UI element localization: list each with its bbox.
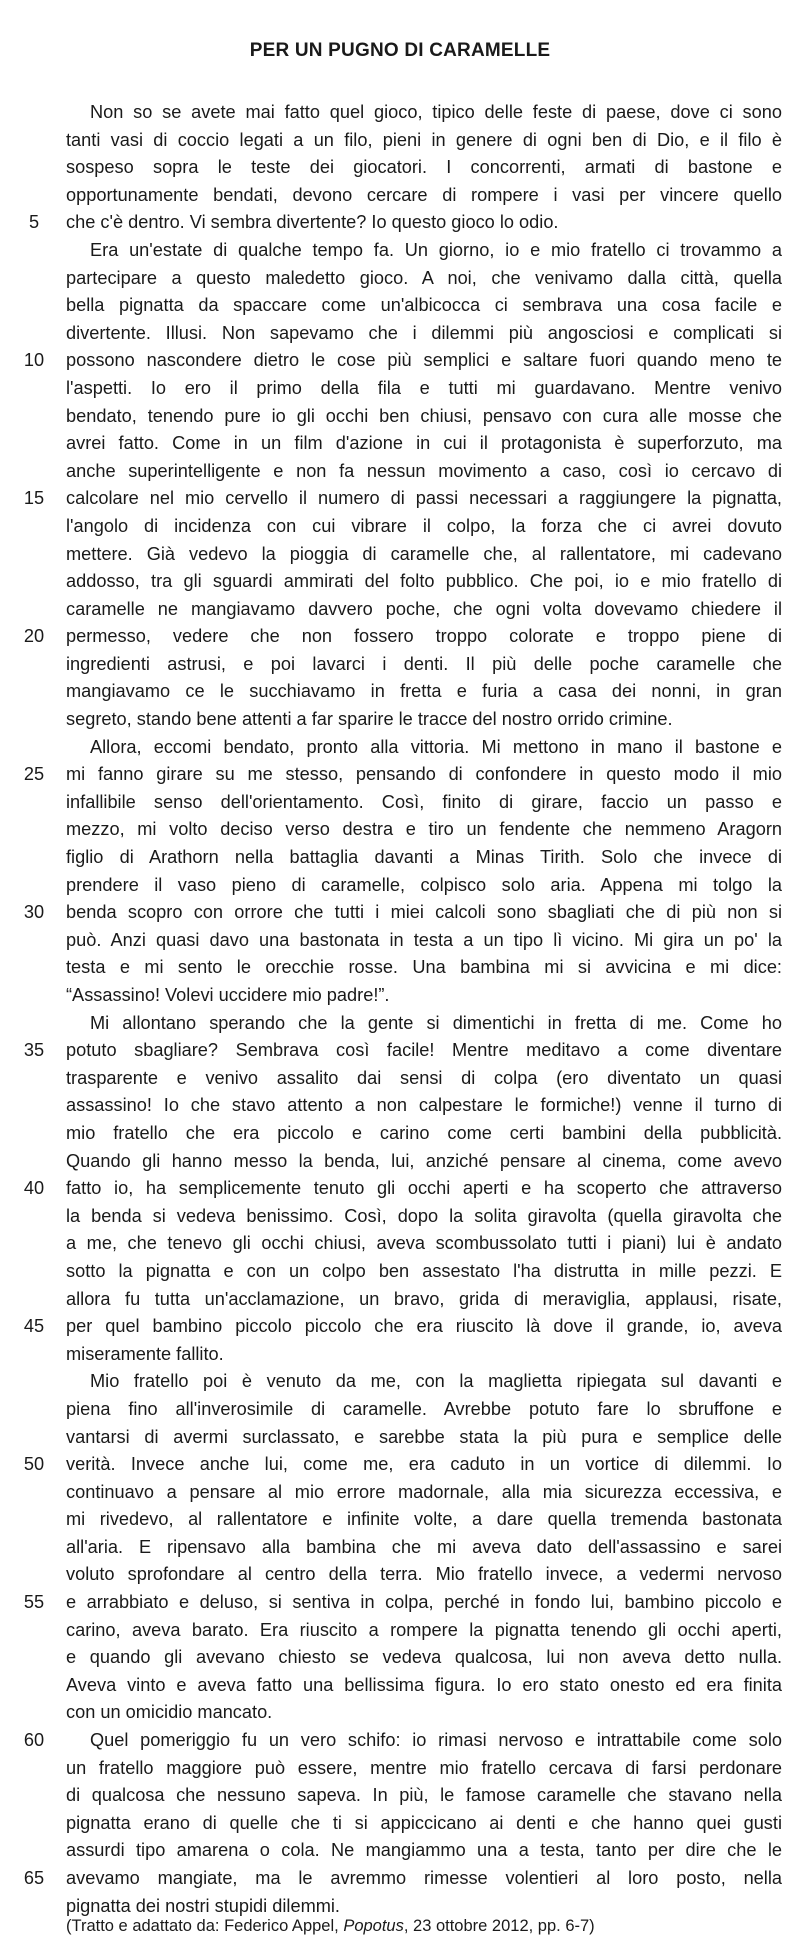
text-line: bendato, tenendo pure io gli occhi ben chiusi, pensavo con cura alle mosse che [66,405,782,426]
text-line: pignatta erano di quelle che ti si appiccicano ai denti e che hanno quei gusti [66,1812,782,1833]
text-line: verità. Invece anche lui, come me, era caduto in un vortice di dilemmi. Io [66,1454,782,1475]
line-number: 45 [23,1316,45,1337]
line-number: 30 [23,902,45,923]
text-line: calcolare nel mio cervello il numero di passi necessari a raggiungere la pignatta, [66,488,782,509]
text-line: allora fu tutta un'acclamazione, un bravo, grida di meraviglia, applausi, risate, [66,1288,782,1309]
story-body [66,99,782,1920]
line-number: 35 [23,1040,45,1061]
document-title: PER UN PUGNO DI CARAMELLE [249,40,551,61]
text-line: tanti vasi di coccio legati a un filo, pieni in genere di ogni ben di Dio, e il filo è [66,129,782,150]
text-line: anche superintelligente e non fa nessun movimento a caso, così io cercavo di [66,460,782,481]
text-line: fatto io, ha semplicemente tenuto gli occhi aperti e ha scoperto che attraverso [66,1178,782,1199]
text-line: caramelle ne mangiavamo davvero poche, che ogni volta dovevamo chiedere il [66,598,782,619]
line-number: 20 [23,626,45,647]
line-number: 65 [23,1868,45,1889]
text-line: benda scopro con orrore che tutti i miei calcoli sono sbagliati che di più non si [66,902,782,923]
text-line: all'aria. E ripensavo alla bambina che mi aveva dato dell'assassino e sarei [66,1536,782,1557]
text-line: mi rivedevo, al rallentatore e infinite volte, a dare quella tremenda bastonata [66,1509,782,1530]
text-line: l'aspetti. Io ero il primo della fila e tutti mi guardavano. Mentre venivo [66,377,782,398]
line-number: 10 [23,350,45,371]
text-line: infallibile senso dell'orientamento. Così, finito di girare, faccio un passo e [66,791,782,812]
text-line: Quel pomeriggio fu un vero schifo: io rimasi nervoso e intrattabile come solo [90,1730,782,1751]
text-line: Quando gli hanno messo la benda, lui, anziché pensare al cinema, come avevo [66,1150,782,1171]
text-line: testa e mi sento le orecchie rosse. Una bambina mi si avvicina e mi dice: [66,957,782,978]
text-line: mangiavamo ce le succhiavamo in fretta e furia a casa dei nonni, in gran [66,681,782,702]
text-line: con un omicidio mancato. [66,1702,273,1723]
text-line: l'angolo di incidenza con cui vibrare il colpo, la forza che ci avrei dovuto [66,515,782,536]
text-line: per quel bambino piccolo piccolo che era riuscito là dove il grande, io, aveva [66,1316,782,1337]
text-line: a me, che tenevo gli occhi chiusi, aveva scombussolato tutti i piani) lui è andato [66,1233,782,1254]
text-line: prendere il vaso pieno di caramelle, colpisco solo aria. Appena mi tolgo la [66,874,782,895]
text-line: bella pignatta da spaccare come un'albicocca ci sembrava una cosa facile e [66,295,782,316]
line-number: 25 [23,764,45,785]
text-line: e arrabbiato e deluso, si sentiva in colpa, perché in fondo lui, bambino piccolo e [66,1592,782,1613]
source-citation [66,1917,595,1936]
line-number: 60 [23,1730,45,1751]
text-line: vantarsi di avermi surclassato, e sarebbe stata la più pura e semplice delle [66,1426,782,1447]
text-line: miseramente fallito. [66,1343,224,1364]
text-line: assurdi tipo amarena o cola. Ne mangiammo una a testa, tanto per dire che le [66,1840,782,1861]
source-work-title: Popotus [343,1917,404,1935]
text-line: avevamo mangiate, ma le avremmo rimesse volentieri al loro posto, nella [66,1868,782,1888]
source-prefix: (Tratto e adattato da: Federico Appel, [66,1917,344,1935]
line-number: 15 [23,488,45,509]
line-number: 40 [23,1178,45,1199]
text-line: permesso, vedere che non fossero troppo colorate e troppo piene di [66,626,782,647]
text-line: voluto sprofondare al centro della terra. Mio fratello invece, a vedermi nervoso [66,1564,782,1585]
text-line: la benda si vedeva benissimo. Così, dopo la solita giravolta (quella giravolta che [66,1205,782,1226]
text-line: mezzo, mi volto deciso verso destra e tiro un fendente che nemmeno Aragorn [66,819,782,840]
text-line: Mi allontano sperando che la gente si dimentichi in fretta di me. Come ho [90,1012,782,1033]
text-line: figlio di Arathorn nella battaglia davanti a Minas Tirith. Solo che invece di [66,847,782,868]
text-line: segreto, stando bene attenti a far sparire le tracce del nostro orrido crimine. [66,709,673,730]
text-line: “Assassino! Volevi uccidere mio padre!”. [66,985,390,1005]
text-line: divertente. Illusi. Non sapevamo che i dilemmi più angosciosi e complicati si [66,322,782,343]
text-line: può. Anzi quasi davo una bastonata in testa a un tipo lì vicino. Mi gira un po' la [66,929,782,950]
text-line: Era un'estate di qualche tempo fa. Un giorno, io e mio fratello ci trovammo a [90,239,782,260]
text-line: e quando gli avevano chiesto se vedeva qualcosa, lui non aveva detto nulla. [66,1647,782,1668]
line-number: 5 [28,212,40,233]
text-line: carino, aveva barato. Era riuscito a rompere la pignatta tenendo gli occhi aperti, [66,1619,782,1640]
text-line: opportunamente bendati, devono cercare di rompere i vasi per vincere quello [66,184,782,205]
source-suffix: , 23 ottobre 2012, pp. 6-7) [403,1917,595,1935]
text-line: continuavo a pensare al mio errore madornale, alla mia sicurezza eccessiva, e [66,1481,782,1502]
text-line: avrei fatto. Come in un film d'azione in cui il protagonista è superforzuto, ma [66,433,782,454]
text-line: mio fratello che era piccolo e carino come certi bambini della pubblicità. [66,1122,782,1143]
text-line: partecipare a questo maledetto gioco. A noi, che venivamo dalla città, quella [66,267,782,288]
text-line: addosso, tra gli sguardi ammirati del folto pubblico. Che poi, io e mio fratello di [66,571,782,592]
text-line: mettere. Già vedevo la pioggia di caramelle che, al rallentatore, mi cadevano [66,543,782,564]
text-line: di qualcosa che nessuno sapeva. In più, le famose caramelle che stavano nella [66,1785,782,1806]
text-line: sospeso sopra le teste dei giocatori. I concorrenti, armati di bastone e [66,157,782,178]
text-line: sotto la pignatta e con un colpo ben assestato l'ha distrutta in mille pezzi. E [66,1260,782,1281]
line-number: 50 [23,1454,45,1475]
text-line: Mio fratello poi è venuto da me, con la maglietta ripiegata sul davanti e [90,1371,782,1392]
text-line: Allora, eccomi bendato, pronto alla vittoria. Mi mettono in mano il bastone e [90,736,782,757]
text-line: un fratello maggiore può essere, mentre mio fratello cercava di farsi perdonare [66,1757,782,1778]
text-line: possono nascondere dietro le cose più semplici e saltare fuori quando meno te [66,350,782,371]
text-line: ingredienti astrusi, e poi lavarci i denti. Il più delle poche caramelle che [66,653,782,674]
text-line: assassino! Io che stavo attento a non calpestare le formiche!) venne il turno di [66,1095,782,1116]
text-line: pignatta dei nostri stupidi dilemmi. [66,1895,340,1916]
text-line: potuto sbagliare? Sembrava così facile! Mentre meditavo a come diventare [66,1040,782,1061]
text-line: mi fanno girare su me stesso, pensando di confondere in questo modo il mio [66,764,782,785]
text-line: Aveva vinto e aveva fatto una bellissima figura. Io ero stato onesto ed era finita [66,1674,782,1695]
line-number: 55 [23,1592,45,1613]
text-line: Non so se avete mai fatto quel gioco, tipico delle feste di paese, dove ci sono [90,102,782,122]
text-line: piena fino all'inverosimile di caramelle. Avrebbe potuto fare lo sbruffone e [66,1398,782,1419]
text-line: trasparente e venivo assalito dai sensi di colpa (ero diventato un quasi [66,1067,782,1088]
text-line: che c'è dentro. Vi sembra divertente? Io questo gioco lo odio. [66,212,559,233]
